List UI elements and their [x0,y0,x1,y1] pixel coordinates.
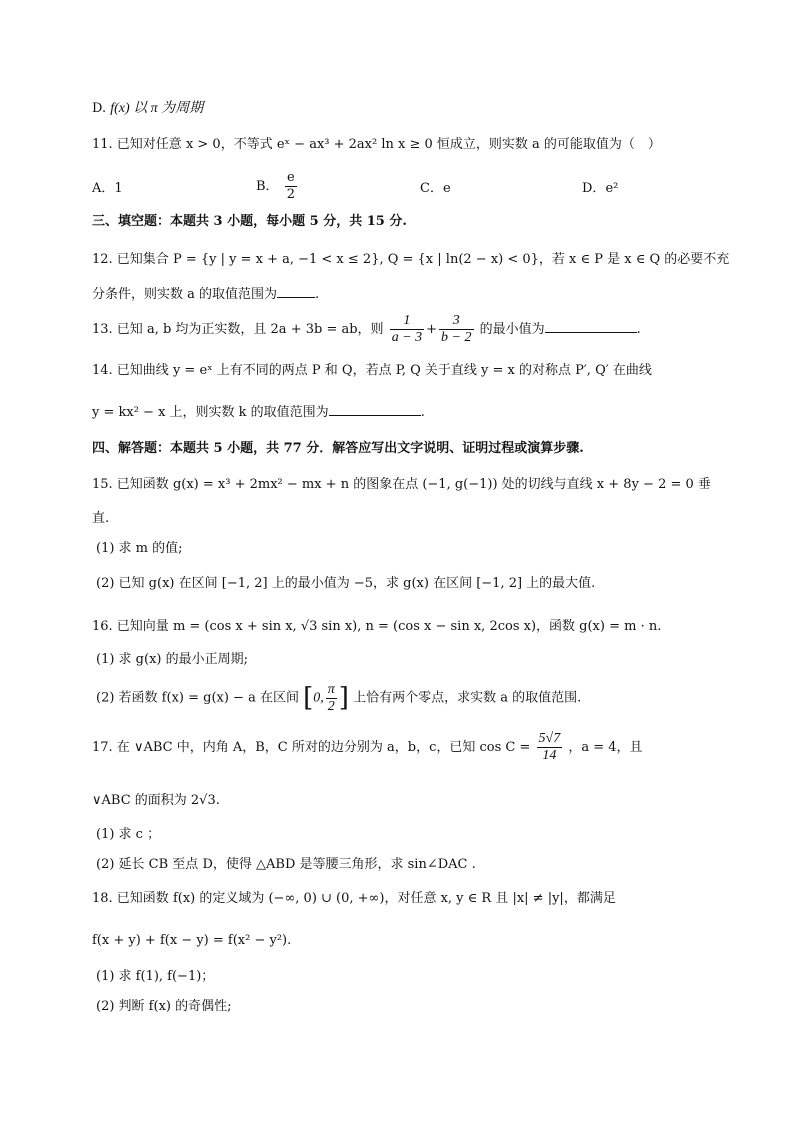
q10-option-d: D. f(x) 以 π 为周期 [92,101,204,116]
q16-interval-right-bracket: ] [338,683,349,713]
q10-option-d-text: f(x) 以 π 为周期 [110,101,204,116]
q17-part-1: (1) 求 c ； [96,827,161,842]
q11-stem: 11. 已知对任意 x > 0，不等式 eˣ − ax³ + 2ax² ln x ≥ 0 恒成立，则实数 a 的可能取值为（ ） [92,137,661,152]
q14-answer-blank [329,415,421,416]
q16-part-1: (1) 求 g(x) 的最小正周期; [96,652,248,667]
q17-part-2: (2) 延长 CB 至点 D，使得 △ABD 是等腰三角形，求 sin∠DAC . [96,857,476,872]
q15-part-2: (2) 已知 g(x) 在区间 [−1, 2] 上的最小值为 −5，求 g(x) 在区间 [−1, 2] 上的最大值. [96,576,596,591]
q12-answer-blank [277,297,315,298]
q17-line-2: ∨ABC 的面积为 2√3. [92,793,220,808]
q17-line-1: 17. 在 ∨ABC 中，内角 A，B，C 所对的边分别为 a，b，c，已知 cos C = $\frac{5√7}{14}$ ，a = 4，且 [92,731,643,763]
q18-line-1: 18. 已知函数 f(x) 的定义域为 (−∞, 0) ∪ (0, +∞)，对任意 x, y ∈ R 且 |x| ≠ |y|，都满足 [92,891,616,906]
q11-option-d: D．e² [582,181,619,196]
q11-option-b: B． $\frac{e}{2}$ [256,170,295,202]
q13-fraction-2: $\frac{3}{b - 2}$ [441,313,472,345]
q13-answer-blank [545,332,637,333]
q11-option-a: A．1 [92,181,123,196]
q17-cos-fraction: $\frac{5√7}{14}$ [538,731,561,763]
q12-line-2: 分条件，则实数 a 的取值范围为 . [92,287,320,302]
q18-part-1: (1) 求 f(1), f(−1)； [96,969,215,984]
section-4-title: 四、解答题：本题共 5 小题，共 77 分．解答应写出文字说明、证明过程或演算步骤. [92,441,584,456]
q18-line-2: f(x + y) + f(x − y) = f(x² − y²). [92,933,292,948]
q15-part-1: (1) 求 m 的值; [96,541,183,556]
q16-line-1: 16. 已知向量 m = (cos x + sin x, √3 sin x), n = (cos x − sin x, 2cos x)，函数 g(x) = m · n. [92,619,662,634]
q16-interval-left-bracket: [ [303,683,314,713]
q14-line-1: 14. 已知曲线 y = eˣ 上有不同的两点 P 和 Q，若点 P, Q 关于直线 y = x 的对称点 P′, Q′ 在曲线 [92,363,652,378]
q11-option-b-fraction: $\frac{e}{2}$ [286,170,295,202]
q11-option-c: C．e [420,181,451,196]
q14-line-2: y = kx² − x 上，则实数 k 的取值范围为 . [92,405,425,420]
q15-line-1: 15. 已知函数 g(x) = x³ + 2mx² − mx + n 的图象在点 (−1, g(−1)) 处的切线与直线 x + 8y − 2 = 0 垂 [92,477,711,492]
q15-line-2: 直. [92,511,110,526]
q13-fraction-1: $\frac{1}{a - 3}$ [391,313,423,345]
section-3-title: 三、填空题：本题共 3 小题，每小题 5 分，共 15 分. [92,214,407,229]
q13-line: 13. 已知 a, b 均为正实数，且 2a + 3b = ab，则 $\frac{1}{a - 3}$ + $\frac{3}{b - 2}$ 的最小值为 . [92,313,641,345]
q16-interval-fraction: $\frac{\pi}{2}$ [327,681,335,714]
q12-line-1: 12. 已知集合 P = {y | y = x + a, −1 < x ≤ 2}, Q = {x | ln(2 − x) < 0}，若 x ∈ P 是 x ∈ Q 的必要不充 [92,252,730,267]
q18-part-2: (2) 判断 f(x) 的奇偶性; [96,999,232,1014]
q16-part-2: (2) 若函数 f(x) = g(x) − a 在区间 [0, $\frac{\pi}{2}$ ] 上恰有两个零点，求实数 a 的取值范围. [96,681,582,714]
